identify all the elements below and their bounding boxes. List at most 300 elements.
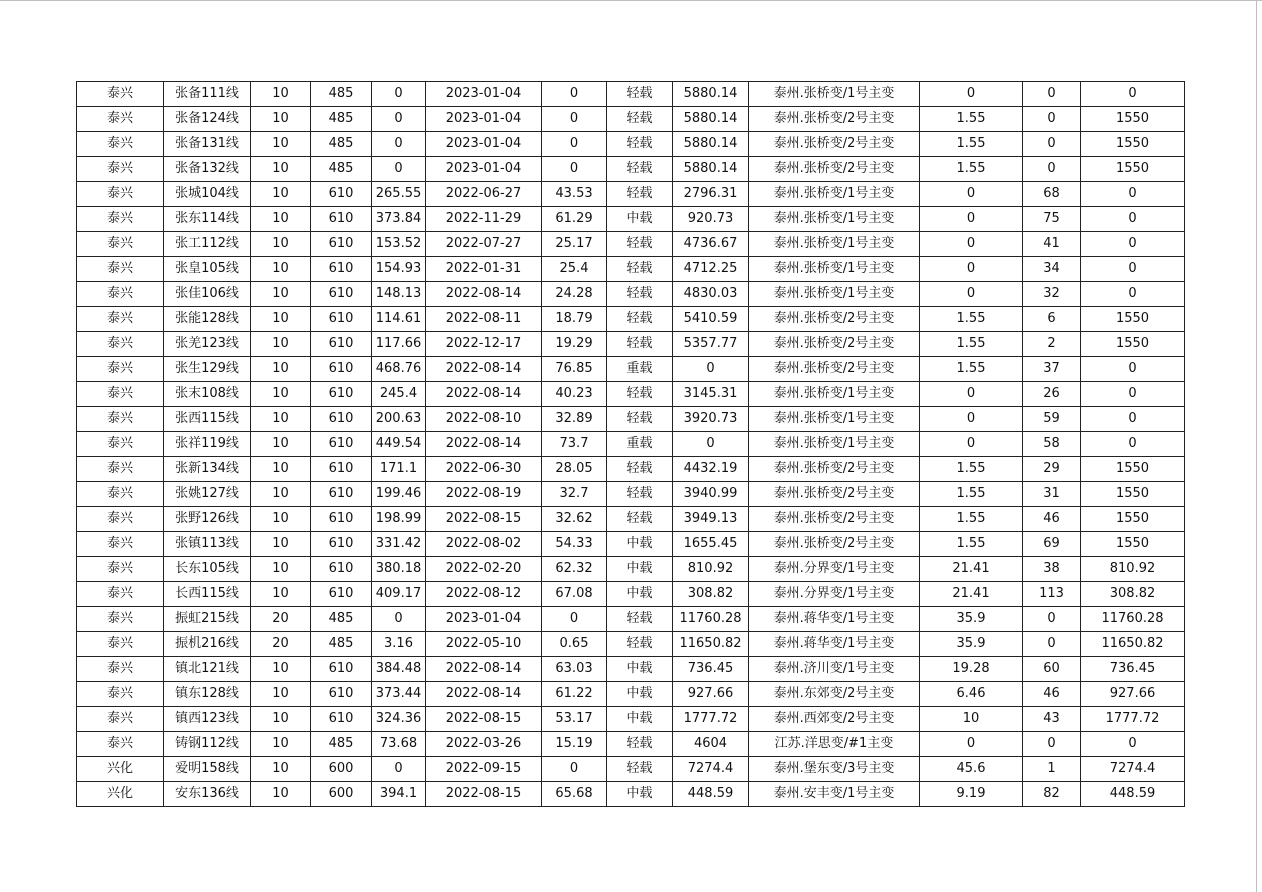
region-cell: 泰兴 <box>77 82 164 107</box>
max-current-cell: 331.42 <box>372 532 426 557</box>
region-cell: 泰兴 <box>77 582 164 607</box>
count-cell: 46 <box>1023 682 1081 707</box>
date-cell: 2022-08-11 <box>426 307 542 332</box>
date-cell: 2022-06-27 <box>426 182 542 207</box>
region-cell: 泰兴 <box>77 207 164 232</box>
load-rate-cell: 32.62 <box>542 507 607 532</box>
load-level-cell: 中载 <box>607 557 673 582</box>
max-current-cell: 394.1 <box>372 782 426 807</box>
capacity-cell: 600 <box>311 782 372 807</box>
load-rate-cell: 15.19 <box>542 732 607 757</box>
region-cell: 泰兴 <box>77 632 164 657</box>
count-cell: 38 <box>1023 557 1081 582</box>
date-cell: 2022-08-14 <box>426 657 542 682</box>
available-capacity-cell: 7274.4 <box>673 757 749 782</box>
table-row <box>77 257 1185 282</box>
transformer-cell: 泰州.东郊变/2号主变 <box>749 682 920 707</box>
line-name-cell: 振虹215线 <box>164 607 251 632</box>
max-current-cell: 0 <box>372 82 426 107</box>
table-row <box>77 607 1185 632</box>
transformer-cell: 泰州.张桥变/1号主变 <box>749 257 920 282</box>
page-top-border <box>0 0 1262 1</box>
voltage-cell: 10 <box>251 357 311 382</box>
max-current-cell: 324.36 <box>372 707 426 732</box>
region-cell: 泰兴 <box>77 282 164 307</box>
table-row <box>77 132 1185 157</box>
transformer-cell: 泰州.张桥变/2号主变 <box>749 332 920 357</box>
line-name-cell: 张备111线 <box>164 82 251 107</box>
voltage-cell: 10 <box>251 82 311 107</box>
capacity-cell: 485 <box>311 732 372 757</box>
voltage-cell: 10 <box>251 482 311 507</box>
load-rate-cell: 18.79 <box>542 307 607 332</box>
table-row <box>77 157 1185 182</box>
table-row <box>77 657 1185 682</box>
transformer-value-cell: 1.55 <box>920 107 1023 132</box>
transformer-cell: 泰州.分界变/1号主变 <box>749 582 920 607</box>
transformer-value-cell: 1.55 <box>920 357 1023 382</box>
load-level-cell: 轻载 <box>607 482 673 507</box>
table-row <box>77 432 1185 457</box>
transformer-value-cell: 0 <box>920 407 1023 432</box>
load-rate-cell: 0 <box>542 107 607 132</box>
max-current-cell: 373.44 <box>372 682 426 707</box>
open-capacity-cell: 0 <box>1081 432 1185 457</box>
table-row <box>77 282 1185 307</box>
transformer-value-cell: 1.55 <box>920 157 1023 182</box>
transformer-cell: 泰州.安丰变/1号主变 <box>749 782 920 807</box>
date-cell: 2022-12-17 <box>426 332 542 357</box>
transformer-cell: 泰州.张桥变/2号主变 <box>749 507 920 532</box>
transformer-cell: 泰州.蒋华变/1号主变 <box>749 607 920 632</box>
available-capacity-cell: 3145.31 <box>673 382 749 407</box>
transformer-value-cell: 0 <box>920 382 1023 407</box>
line-name-cell: 张羌123线 <box>164 332 251 357</box>
transformer-value-cell: 1.55 <box>920 482 1023 507</box>
date-cell: 2022-11-29 <box>426 207 542 232</box>
open-capacity-cell: 1777.72 <box>1081 707 1185 732</box>
load-rate-cell: 0 <box>542 132 607 157</box>
load-rate-cell: 40.23 <box>542 382 607 407</box>
date-cell: 2022-09-15 <box>426 757 542 782</box>
load-rate-cell: 0.65 <box>542 632 607 657</box>
load-rate-cell: 61.29 <box>542 207 607 232</box>
capacity-cell: 610 <box>311 307 372 332</box>
available-capacity-cell: 5880.14 <box>673 132 749 157</box>
transformer-cell: 泰州.张桥变/2号主变 <box>749 482 920 507</box>
open-capacity-cell: 736.45 <box>1081 657 1185 682</box>
load-level-cell: 轻载 <box>607 332 673 357</box>
region-cell: 泰兴 <box>77 382 164 407</box>
transformer-value-cell: 6.46 <box>920 682 1023 707</box>
table-row <box>77 232 1185 257</box>
transformer-value-cell: 21.41 <box>920 582 1023 607</box>
line-name-cell: 镇西123线 <box>164 707 251 732</box>
date-cell: 2022-08-14 <box>426 432 542 457</box>
region-cell: 兴化 <box>77 782 164 807</box>
load-level-cell: 轻载 <box>607 407 673 432</box>
available-capacity-cell: 11760.28 <box>673 607 749 632</box>
region-cell: 泰兴 <box>77 682 164 707</box>
capacity-cell: 610 <box>311 332 372 357</box>
line-name-cell: 张末108线 <box>164 382 251 407</box>
transformer-cell: 泰州.张桥变/1号主变 <box>749 282 920 307</box>
transformer-value-cell: 21.41 <box>920 557 1023 582</box>
available-capacity-cell: 5880.14 <box>673 157 749 182</box>
available-capacity-cell: 3920.73 <box>673 407 749 432</box>
load-rate-cell: 0 <box>542 82 607 107</box>
voltage-cell: 10 <box>251 407 311 432</box>
max-current-cell: 198.99 <box>372 507 426 532</box>
date-cell: 2022-08-14 <box>426 282 542 307</box>
open-capacity-cell: 0 <box>1081 82 1185 107</box>
voltage-cell: 10 <box>251 307 311 332</box>
count-cell: 75 <box>1023 207 1081 232</box>
load-rate-cell: 63.03 <box>542 657 607 682</box>
open-capacity-cell: 0 <box>1081 382 1185 407</box>
open-capacity-cell: 0 <box>1081 282 1185 307</box>
load-level-cell: 轻载 <box>607 132 673 157</box>
line-name-cell: 安东136线 <box>164 782 251 807</box>
region-cell: 泰兴 <box>77 132 164 157</box>
open-capacity-cell: 1550 <box>1081 157 1185 182</box>
load-rate-cell: 28.05 <box>542 457 607 482</box>
count-cell: 60 <box>1023 657 1081 682</box>
date-cell: 2022-08-15 <box>426 707 542 732</box>
transformer-cell: 泰州.张桥变/1号主变 <box>749 407 920 432</box>
load-rate-cell: 24.28 <box>542 282 607 307</box>
max-current-cell: 0 <box>372 757 426 782</box>
transformer-value-cell: 10 <box>920 707 1023 732</box>
available-capacity-cell: 3940.99 <box>673 482 749 507</box>
date-cell: 2022-06-30 <box>426 457 542 482</box>
region-cell: 泰兴 <box>77 432 164 457</box>
load-rate-cell: 32.7 <box>542 482 607 507</box>
transformer-value-cell: 0 <box>920 432 1023 457</box>
capacity-cell: 485 <box>311 607 372 632</box>
date-cell: 2022-08-14 <box>426 382 542 407</box>
transformer-cell: 泰州.张桥变/1号主变 <box>749 432 920 457</box>
max-current-cell: 0 <box>372 132 426 157</box>
capacity-cell: 610 <box>311 532 372 557</box>
feeder-load-table <box>76 81 1185 807</box>
load-rate-cell: 61.22 <box>542 682 607 707</box>
open-capacity-cell: 11760.28 <box>1081 607 1185 632</box>
transformer-cell: 泰州.堡东变/3号主变 <box>749 757 920 782</box>
transformer-value-cell: 1.55 <box>920 332 1023 357</box>
transformer-value-cell: 1.55 <box>920 507 1023 532</box>
table-row <box>77 632 1185 657</box>
transformer-cell: 泰州.张桥变/2号主变 <box>749 357 920 382</box>
open-capacity-cell: 1550 <box>1081 482 1185 507</box>
date-cell: 2023-01-04 <box>426 107 542 132</box>
load-rate-cell: 53.17 <box>542 707 607 732</box>
available-capacity-cell: 448.59 <box>673 782 749 807</box>
open-capacity-cell: 1550 <box>1081 532 1185 557</box>
capacity-cell: 610 <box>311 182 372 207</box>
load-level-cell: 轻载 <box>607 632 673 657</box>
line-name-cell: 张备132线 <box>164 157 251 182</box>
region-cell: 泰兴 <box>77 657 164 682</box>
transformer-cell: 泰州.张桥变/2号主变 <box>749 157 920 182</box>
region-cell: 泰兴 <box>77 232 164 257</box>
capacity-cell: 610 <box>311 232 372 257</box>
open-capacity-cell: 1550 <box>1081 307 1185 332</box>
load-level-cell: 中载 <box>607 682 673 707</box>
transformer-value-cell: 0 <box>920 732 1023 757</box>
load-rate-cell: 0 <box>542 757 607 782</box>
region-cell: 泰兴 <box>77 607 164 632</box>
date-cell: 2022-03-26 <box>426 732 542 757</box>
date-cell: 2022-08-10 <box>426 407 542 432</box>
date-cell: 2022-02-20 <box>426 557 542 582</box>
date-cell: 2022-08-15 <box>426 782 542 807</box>
region-cell: 泰兴 <box>77 457 164 482</box>
transformer-cell: 泰州.张桥变/1号主变 <box>749 232 920 257</box>
capacity-cell: 610 <box>311 207 372 232</box>
max-current-cell: 0 <box>372 607 426 632</box>
available-capacity-cell: 4830.03 <box>673 282 749 307</box>
max-current-cell: 0 <box>372 157 426 182</box>
voltage-cell: 10 <box>251 282 311 307</box>
voltage-cell: 10 <box>251 107 311 132</box>
load-level-cell: 轻载 <box>607 257 673 282</box>
max-current-cell: 449.54 <box>372 432 426 457</box>
voltage-cell: 10 <box>251 682 311 707</box>
table-row <box>77 482 1185 507</box>
load-rate-cell: 54.33 <box>542 532 607 557</box>
load-rate-cell: 0 <box>542 607 607 632</box>
open-capacity-cell: 0 <box>1081 732 1185 757</box>
available-capacity-cell: 3949.13 <box>673 507 749 532</box>
max-current-cell: 171.1 <box>372 457 426 482</box>
load-level-cell: 中载 <box>607 707 673 732</box>
load-level-cell: 轻载 <box>607 82 673 107</box>
region-cell: 泰兴 <box>77 107 164 132</box>
table-row <box>77 357 1185 382</box>
count-cell: 29 <box>1023 457 1081 482</box>
max-current-cell: 117.66 <box>372 332 426 357</box>
open-capacity-cell: 1550 <box>1081 107 1185 132</box>
load-level-cell: 轻载 <box>607 182 673 207</box>
region-cell: 泰兴 <box>77 707 164 732</box>
voltage-cell: 10 <box>251 757 311 782</box>
table-row <box>77 307 1185 332</box>
date-cell: 2022-08-14 <box>426 682 542 707</box>
count-cell: 32 <box>1023 282 1081 307</box>
region-cell: 兴化 <box>77 757 164 782</box>
capacity-cell: 610 <box>311 357 372 382</box>
max-current-cell: 3.16 <box>372 632 426 657</box>
date-cell: 2022-08-02 <box>426 532 542 557</box>
capacity-cell: 610 <box>311 707 372 732</box>
open-capacity-cell: 1550 <box>1081 457 1185 482</box>
available-capacity-cell: 0 <box>673 357 749 382</box>
line-name-cell: 铸钢112线 <box>164 732 251 757</box>
open-capacity-cell: 1550 <box>1081 332 1185 357</box>
region-cell: 泰兴 <box>77 482 164 507</box>
transformer-value-cell: 0 <box>920 207 1023 232</box>
region-cell: 泰兴 <box>77 507 164 532</box>
line-name-cell: 张姚127线 <box>164 482 251 507</box>
available-capacity-cell: 5410.59 <box>673 307 749 332</box>
capacity-cell: 610 <box>311 657 372 682</box>
load-rate-cell: 25.17 <box>542 232 607 257</box>
load-level-cell: 轻载 <box>607 457 673 482</box>
open-capacity-cell: 0 <box>1081 257 1185 282</box>
open-capacity-cell: 1550 <box>1081 132 1185 157</box>
load-rate-cell: 19.29 <box>542 332 607 357</box>
voltage-cell: 10 <box>251 707 311 732</box>
available-capacity-cell: 11650.82 <box>673 632 749 657</box>
date-cell: 2022-08-15 <box>426 507 542 532</box>
table-row <box>77 757 1185 782</box>
region-cell: 泰兴 <box>77 157 164 182</box>
count-cell: 2 <box>1023 332 1081 357</box>
count-cell: 59 <box>1023 407 1081 432</box>
max-current-cell: 409.17 <box>372 582 426 607</box>
max-current-cell: 199.46 <box>372 482 426 507</box>
table-row <box>77 507 1185 532</box>
table-row <box>77 107 1185 132</box>
count-cell: 26 <box>1023 382 1081 407</box>
table-row <box>77 732 1185 757</box>
table-row <box>77 782 1185 807</box>
max-current-cell: 245.4 <box>372 382 426 407</box>
available-capacity-cell: 308.82 <box>673 582 749 607</box>
region-cell: 泰兴 <box>77 532 164 557</box>
transformer-value-cell: 9.19 <box>920 782 1023 807</box>
count-cell: 43 <box>1023 707 1081 732</box>
open-capacity-cell: 308.82 <box>1081 582 1185 607</box>
capacity-cell: 610 <box>311 482 372 507</box>
voltage-cell: 20 <box>251 607 311 632</box>
available-capacity-cell: 5880.14 <box>673 82 749 107</box>
count-cell: 0 <box>1023 732 1081 757</box>
load-level-cell: 重载 <box>607 432 673 457</box>
region-cell: 泰兴 <box>77 407 164 432</box>
count-cell: 0 <box>1023 632 1081 657</box>
date-cell: 2023-01-04 <box>426 157 542 182</box>
capacity-cell: 610 <box>311 557 372 582</box>
capacity-cell: 610 <box>311 407 372 432</box>
transformer-value-cell: 0 <box>920 82 1023 107</box>
max-current-cell: 114.61 <box>372 307 426 332</box>
load-rate-cell: 0 <box>542 157 607 182</box>
count-cell: 37 <box>1023 357 1081 382</box>
region-cell: 泰兴 <box>77 182 164 207</box>
load-rate-cell: 65.68 <box>542 782 607 807</box>
voltage-cell: 10 <box>251 382 311 407</box>
load-level-cell: 轻载 <box>607 757 673 782</box>
count-cell: 31 <box>1023 482 1081 507</box>
transformer-value-cell: 0 <box>920 257 1023 282</box>
load-rate-cell: 25.4 <box>542 257 607 282</box>
capacity-cell: 610 <box>311 507 372 532</box>
open-capacity-cell: 927.66 <box>1081 682 1185 707</box>
table-row <box>77 207 1185 232</box>
line-name-cell: 张野126线 <box>164 507 251 532</box>
region-cell: 泰兴 <box>77 732 164 757</box>
load-level-cell: 中载 <box>607 532 673 557</box>
count-cell: 1 <box>1023 757 1081 782</box>
load-level-cell: 轻载 <box>607 732 673 757</box>
load-level-cell: 中载 <box>607 207 673 232</box>
table-row <box>77 82 1185 107</box>
table-row <box>77 532 1185 557</box>
voltage-cell: 10 <box>251 332 311 357</box>
voltage-cell: 10 <box>251 457 311 482</box>
line-name-cell: 张皇105线 <box>164 257 251 282</box>
date-cell: 2022-08-14 <box>426 357 542 382</box>
load-level-cell: 中载 <box>607 657 673 682</box>
available-capacity-cell: 0 <box>673 432 749 457</box>
line-name-cell: 振机216线 <box>164 632 251 657</box>
table-row <box>77 557 1185 582</box>
line-name-cell: 张备124线 <box>164 107 251 132</box>
date-cell: 2023-01-04 <box>426 82 542 107</box>
table-row <box>77 182 1185 207</box>
line-name-cell: 张生129线 <box>164 357 251 382</box>
load-rate-cell: 32.89 <box>542 407 607 432</box>
line-name-cell: 张佳106线 <box>164 282 251 307</box>
max-current-cell: 384.48 <box>372 657 426 682</box>
region-cell: 泰兴 <box>77 557 164 582</box>
transformer-value-cell: 1.55 <box>920 457 1023 482</box>
load-level-cell: 中载 <box>607 582 673 607</box>
max-current-cell: 468.76 <box>372 357 426 382</box>
load-rate-cell: 76.85 <box>542 357 607 382</box>
count-cell: 41 <box>1023 232 1081 257</box>
table-row <box>77 382 1185 407</box>
voltage-cell: 10 <box>251 157 311 182</box>
load-rate-cell: 73.7 <box>542 432 607 457</box>
load-level-cell: 轻载 <box>607 157 673 182</box>
max-current-cell: 380.18 <box>372 557 426 582</box>
max-current-cell: 153.52 <box>372 232 426 257</box>
page-right-border <box>1256 0 1257 892</box>
table-row <box>77 682 1185 707</box>
transformer-cell: 泰州.张桥变/1号主变 <box>749 182 920 207</box>
count-cell: 68 <box>1023 182 1081 207</box>
table-row <box>77 582 1185 607</box>
transformer-value-cell: 35.9 <box>920 607 1023 632</box>
voltage-cell: 10 <box>251 432 311 457</box>
voltage-cell: 10 <box>251 132 311 157</box>
voltage-cell: 10 <box>251 657 311 682</box>
transformer-cell: 泰州.张桥变/2号主变 <box>749 457 920 482</box>
open-capacity-cell: 0 <box>1081 207 1185 232</box>
transformer-cell: 泰州.张桥变/1号主变 <box>749 207 920 232</box>
transformer-value-cell: 1.55 <box>920 132 1023 157</box>
line-name-cell: 爱明158线 <box>164 757 251 782</box>
region-cell: 泰兴 <box>77 332 164 357</box>
transformer-cell: 泰州.张桥变/2号主变 <box>749 307 920 332</box>
open-capacity-cell: 0 <box>1081 407 1185 432</box>
max-current-cell: 373.84 <box>372 207 426 232</box>
date-cell: 2022-01-31 <box>426 257 542 282</box>
capacity-cell: 610 <box>311 432 372 457</box>
capacity-cell: 485 <box>311 132 372 157</box>
open-capacity-cell: 0 <box>1081 357 1185 382</box>
date-cell: 2022-08-12 <box>426 582 542 607</box>
load-level-cell: 轻载 <box>607 307 673 332</box>
open-capacity-cell: 11650.82 <box>1081 632 1185 657</box>
transformer-value-cell: 19.28 <box>920 657 1023 682</box>
available-capacity-cell: 5357.77 <box>673 332 749 357</box>
table-row <box>77 707 1185 732</box>
transformer-cell: 江苏.洋思变/#1主变 <box>749 732 920 757</box>
